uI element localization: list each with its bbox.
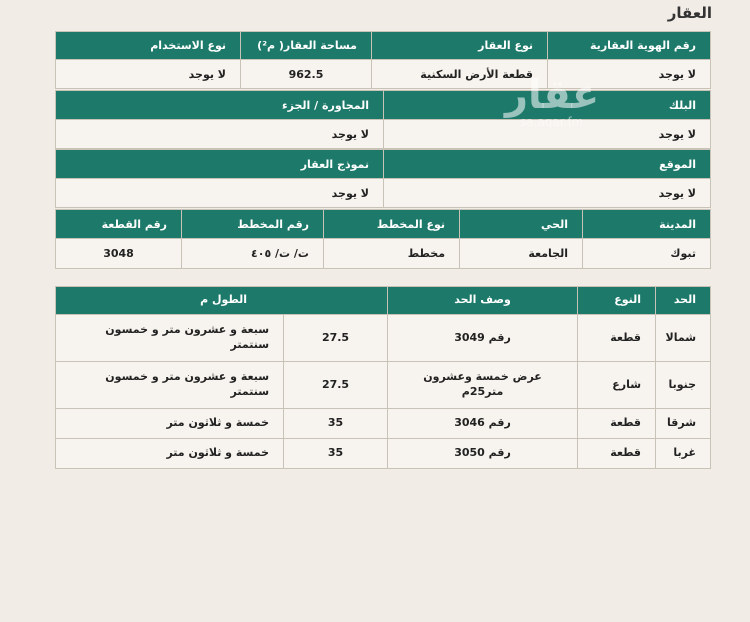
header-type: النوع <box>578 287 656 315</box>
value-plan-number: ت/ ت/ ٤٠٥ <box>182 239 324 269</box>
header-district: الحي <box>460 210 583 239</box>
row-side: جنوبا <box>656 362 711 409</box>
header-property-type: نوع العقار <box>372 32 548 60</box>
value-neighborhood-part: لا يوجد <box>56 120 384 149</box>
value-property-area: 962.5 <box>241 60 372 89</box>
row-length-text: سبعة و عشرون متر و خمسون سنتمتر <box>56 362 284 409</box>
header-property-model: نموذج العقار <box>56 150 384 179</box>
value-city: تبوك <box>583 239 711 269</box>
header-length: الطول م <box>56 287 388 315</box>
value-property-type: قطعة الأرض السكنية <box>372 60 548 89</box>
row-description: رقم 3046 <box>388 409 578 439</box>
row-type: قطعة <box>578 409 656 439</box>
header-property-id: رقم الهوية العقارية <box>548 32 711 60</box>
header-city: المدينة <box>583 210 711 239</box>
value-property-model: لا يوجد <box>56 179 384 208</box>
value-block: لا يوجد <box>384 120 711 149</box>
value-usage-type: لا يوجد <box>56 60 241 89</box>
header-side: الحد <box>656 287 711 315</box>
row-length-text: خمسة و ثلاثون متر <box>56 409 284 439</box>
header-neighborhood-part: المجاورة / الجزء <box>56 91 384 120</box>
value-location: لا يوجد <box>384 179 711 208</box>
row-length-text: خمسة و ثلاثون متر <box>56 439 284 469</box>
header-block: البلك <box>384 91 711 120</box>
row-side: شرقا <box>656 409 711 439</box>
row-description: رقم 3050 <box>388 439 578 469</box>
property-info-table <box>55 31 711 89</box>
table-row <box>56 409 711 439</box>
header-property-area: مساحة العقار( م²) <box>241 32 372 60</box>
watermark-logo: عقار <box>505 72 600 118</box>
table-row <box>56 439 711 469</box>
row-side: غربا <box>656 439 711 469</box>
row-side: شمالا <box>656 315 711 362</box>
value-district: الجامعة <box>460 239 583 269</box>
row-type: شارع <box>578 362 656 409</box>
row-length: 27.5 <box>284 362 388 409</box>
row-type: قطعة <box>578 439 656 469</box>
header-plan-number: رقم المخطط <box>182 210 324 239</box>
row-description: رقم 3049 <box>388 315 578 362</box>
row-description: عرض خمسة وعشرون متر25م <box>388 362 578 409</box>
header-plot-number: رقم القطعة <box>56 210 182 239</box>
watermark-url: sa.aqar.fm <box>520 115 584 129</box>
value-plan-type: مخطط <box>324 239 460 269</box>
row-length-text: سبعة و عشرون متر و خمسون سنتمتر <box>56 315 284 362</box>
header-description: وصف الحد <box>388 287 578 315</box>
header-location: الموقع <box>384 150 711 179</box>
table-row <box>56 315 711 362</box>
value-property-id: لا يوجد <box>548 60 711 89</box>
plan-info-table <box>55 209 711 269</box>
boundaries-table <box>55 286 711 469</box>
value-plot-number: 3048 <box>56 239 182 269</box>
row-length: 27.5 <box>284 315 388 362</box>
table-row <box>56 362 711 409</box>
row-length: 35 <box>284 409 388 439</box>
row-type: قطعة <box>578 315 656 362</box>
block-info-table <box>55 90 711 149</box>
location-info-table <box>55 149 711 208</box>
row-length: 35 <box>284 439 388 469</box>
page-title: العقار <box>667 4 712 22</box>
header-usage-type: نوع الاستخدام <box>56 32 241 60</box>
header-plan-type: نوع المخطط <box>324 210 460 239</box>
